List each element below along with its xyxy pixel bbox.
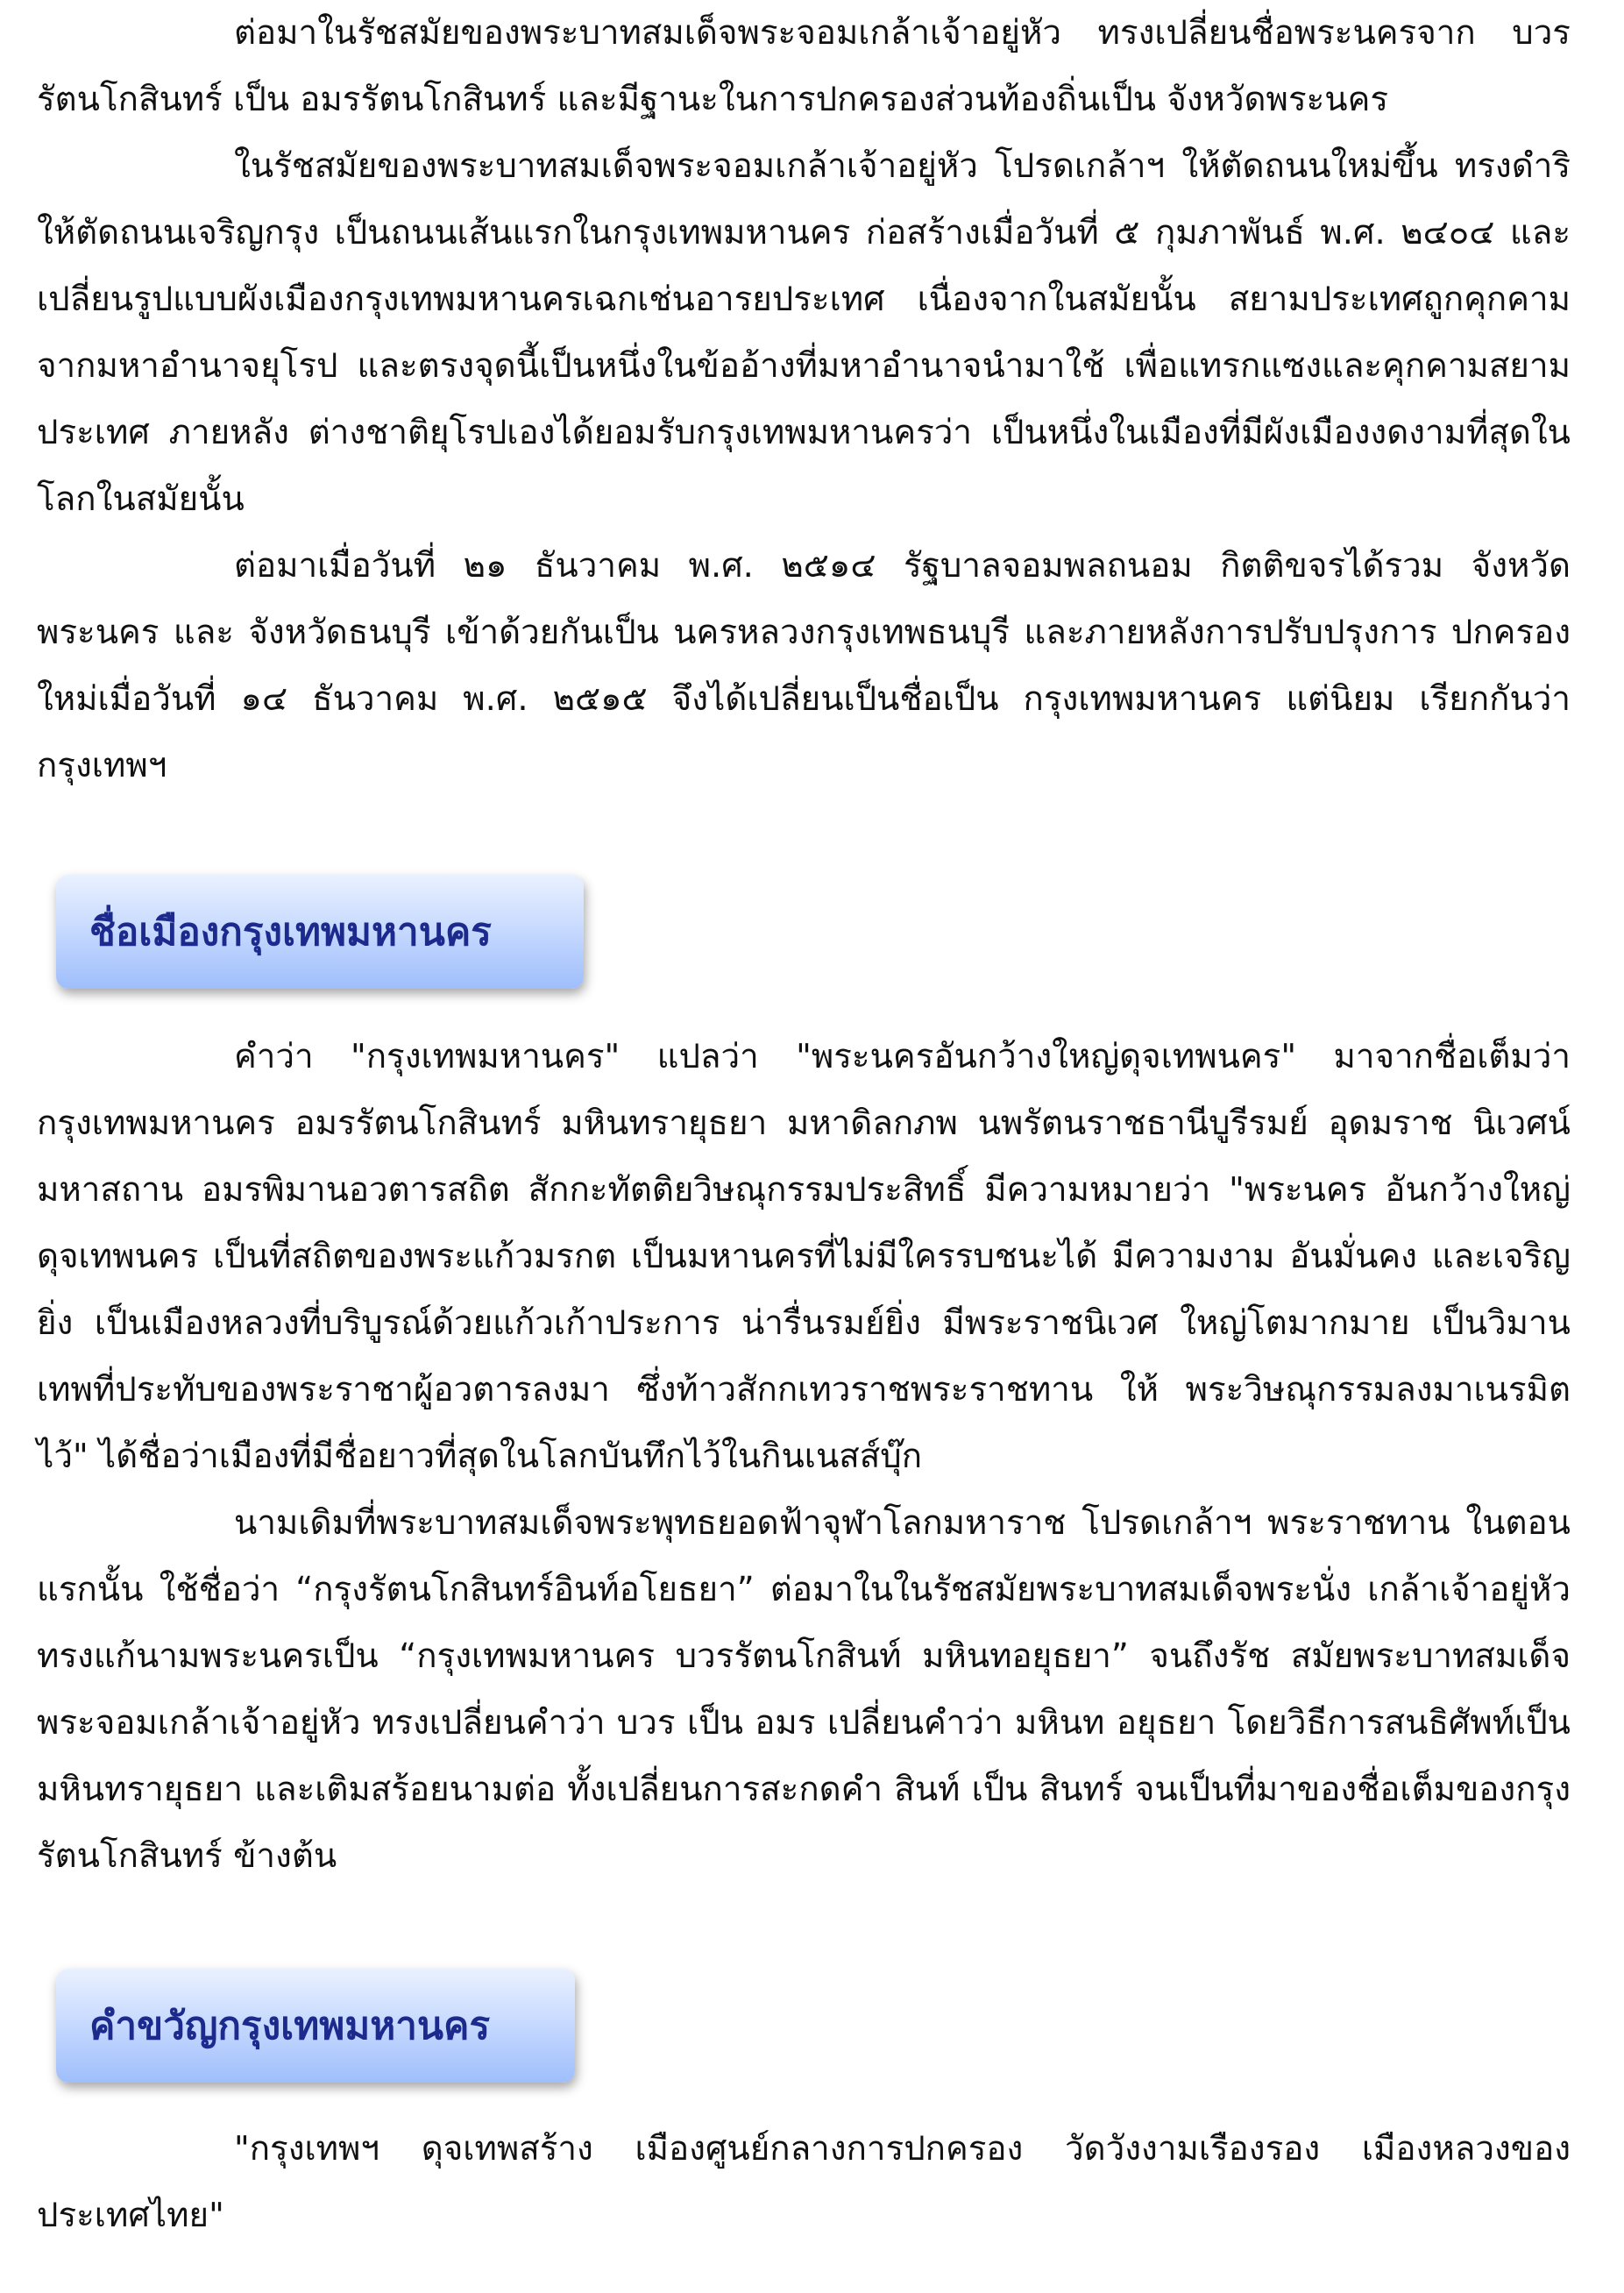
intro-section bbox=[37, 0, 1571, 799]
motto-paragraph: "กรุงเทพฯ ดุจเทพสร้าง เมืองศูนย์กลางการปกครอง วัดวังงามเรืองรอง เมืองหลวงของ ประเทศไทย" bbox=[37, 2129, 1571, 2235]
name-section bbox=[37, 1024, 1571, 1890]
section-heading-motto: คำขวัญกรุงเทพมหานคร bbox=[89, 2004, 491, 2048]
name-paragraph-2: นามเดิมที่พระบาทสมเด็จพระพุทธยอดฟ้าจุฬาโลกมหาราช โปรดเกล้าฯ พระราชทาน ในตอนแรกนั้น ใช้ชื่อว่า “กรุงรัตนโกสินทร์อินท์อโยธยา” ต่อมาในในรัชสมัยพระบาทสมเด็จพระนั่ง เกล้าเจ้าอยู่หัว ทรงแก้นามพระนครเป็น “กรุงเทพมหานคร บวรรัตนโกสินท์ มหินทอยุธยา” จนถึงรัช สมัยพระบาทสมเด็จพระจอมเกล้าเจ้าอยู่หัว ทรงเปลี่ยนคำว่า บวร เป็น อมร เปลี่ยนคำว่า มหินท อยุธยา โดยวิธีการสนธิศัพท์เป็น มหินทรายุธยา และเติมสร้อยนามต่อ ทั้งเปลี่ยนการสะกดคำ สินท์ เป็น สินทร์ จนเป็นที่มาของชื่อเต็มของกรุงรัตนโกสินทร์ ข้างต้น bbox=[37, 1503, 1571, 1876]
section-heading-name: ชื่อเมืองกรุงเทพมหานคร bbox=[89, 910, 492, 955]
section-heading-box-motto bbox=[56, 1969, 575, 2083]
name-paragraph-1: คำว่า "กรุงเทพมหานคร" แปลว่า "พระนครอันกว้างใหญ่ดุจเทพนคร" มาจากชื่อเต็มว่า กรุงเทพมหานคร อมรรัตนโกสินทร์ มหินทรายุธยา มหาดิลกภพ นพรัตนราชธานีบูรีรมย์ อุดมราช นิเวศน์มหาสถาน อมรพิมานอวตารสถิต สักกะทัตติยวิษณุกรรมประสิทธิ์ มีความหมายว่า "พระนคร อันกว้างใหญ่ ดุจเทพนคร เป็นที่สถิตของพระแก้วมรกต เป็นมหานครที่ไม่มีใครรบชนะได้ มีความงาม อันมั่นคง และเจริญยิ่ง เป็นเมืองหลวงที่บริบูรณ์ด้วยแก้วเก้าประการ น่ารื่นรมย์ยิ่ง มีพระราชนิเวศ ใหญ่โตมากมาย เป็นวิมานเทพที่ประทับของพระราชาผู้อวตารลงมา ซึ่งท้าวสักกเทวราชพระราชทาน ให้ พระวิษณุกรรมลงมาเนรมิตไว้" ได้ชื่อว่าเมืองที่มีชื่อยาวที่สุดในโลกบันทึกไว้ในกินเนสส์บุ๊ก bbox=[37, 1037, 1571, 1476]
intro-paragraph-2: ในรัชสมัยของพระบาทสมเด็จพระจอมเกล้าเจ้าอยู่หัว โปรดเกล้าฯ ให้ตัดถนนใหม่ขึ้น ทรงดำริให้ตัดถนนเจริญกรุง เป็นถนนเส้นแรกในกรุงเทพมหานคร ก่อสร้างเมื่อวันที่ ๕ กุมภาพันธ์ พ.ศ. ๒๔๐๔ และเปลี่ยนรูปแบบผังเมืองกรุงเทพมหานครเฉกเช่นอารยประเทศ เนื่องจากในสมัยนั้น สยามประเทศถูกคุกคามจากมหาอำนาจยุโรป และตรงจุดนี้เป็นหนึ่งในข้ออ้างที่มหาอำนาจนำมาใช้ เพื่อแทรกแซงและคุกคามสยามประเทศ ภายหลัง ต่างชาติยุโรปเองได้ยอมรับกรุงเทพมหานครว่า เป็นหนึ่งในเมืองที่มีผังเมืองงดงามที่สุดในโลกในสมัยนั้น bbox=[37, 146, 1571, 519]
motto-section bbox=[37, 2116, 1571, 2249]
intro-paragraph-3: ต่อมาเมื่อวันที่ ๒๑ ธันวาคม พ.ศ. ๒๕๑๔ รัฐบาลจอมพลถนอม กิตติขจรได้รวม จังหวัด พระนคร และ จังหวัดธนบุรี เข้าด้วยกันเป็น นครหลวงกรุงเทพธนบุรี และภายหลังการปรับปรุงการ ปกครองใหม่เมื่อวันที่ ๑๔ ธันวาคม พ.ศ. ๒๕๑๕ จึงได้เปลี่ยนเป็นชื่อเป็น กรุงเทพมหานคร แต่นิยม เรียกกันว่า กรุงเทพฯ bbox=[37, 546, 1571, 785]
section-heading-box-name bbox=[56, 875, 584, 989]
intro-paragraph-1: ต่อมาในรัชสมัยของพระบาทสมเด็จพระจอมเกล้าเจ้าอยู่หัว ทรงเปลี่ยนชื่อพระนครจาก บวรรัตนโกสินทร์ เป็น อมรรัตนโกสินทร์ และมีฐานะในการปกครองส่วนท้องถิ่นเป็น จังหวัดพระนคร bbox=[37, 13, 1571, 119]
